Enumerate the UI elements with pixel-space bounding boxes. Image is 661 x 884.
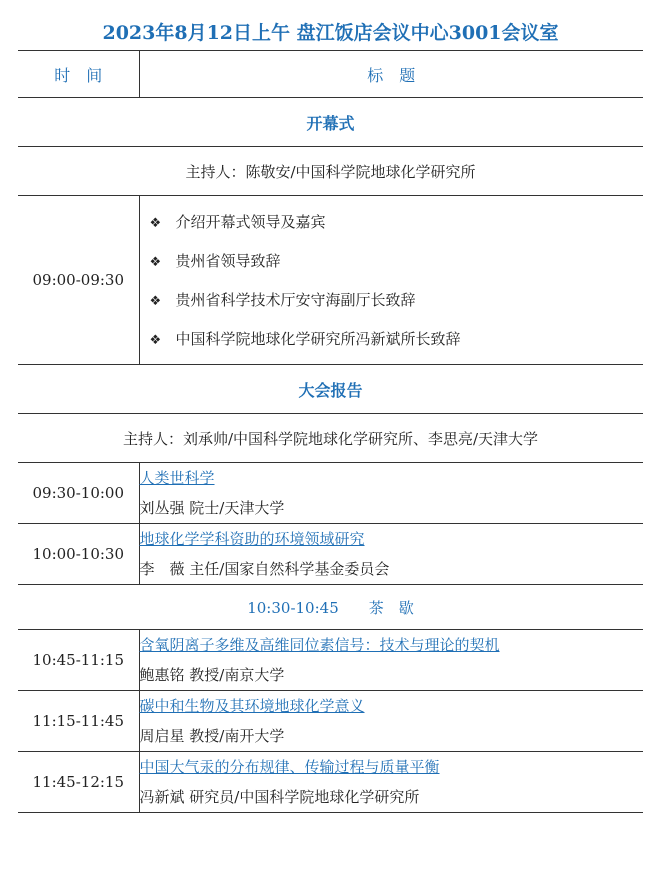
header-time: 时 间: [18, 51, 139, 98]
host-row-opening: [18, 147, 643, 196]
talk-title-link[interactable]: 人类世科学: [139, 469, 215, 487]
talk-title-link[interactable]: 地球化学学科资助的环境领域研究: [139, 530, 365, 548]
talk-row: [18, 752, 643, 813]
talk-speaker: 刘丛强 院士/天津大学: [139, 499, 285, 517]
header-topic: 标 题: [139, 51, 643, 98]
page-title: 2023年8月12日上午 盘江饭店会议中心3001会议室: [102, 22, 559, 44]
talk-speaker: 冯新斌 研究员/中国科学院地球化学研究所: [139, 788, 420, 806]
item-text: 中国科学院地球化学研究所冯新斌所长致辞: [175, 330, 461, 348]
schedule-table: [18, 50, 643, 813]
diamond-bullet-icon: ❖: [149, 294, 162, 309]
list-item: [150, 203, 644, 242]
section-row-opening: [18, 98, 643, 147]
talk-cell: [139, 752, 643, 813]
opening-items-list: [140, 196, 644, 364]
diamond-bullet-icon: ❖: [149, 333, 162, 348]
talk-speaker: 李 薇 主任/国家自然科学基金委员会: [139, 560, 390, 578]
host-text: 主持人：陈敬安/中国科学院地球化学研究所: [18, 147, 643, 196]
talk-cell: [139, 691, 643, 752]
talk-title-link[interactable]: 含氧阴离子多维及高维同位素信号：技术与理论的契机: [139, 636, 500, 654]
section-row-plenary: [18, 365, 643, 414]
talk-row: [18, 691, 643, 752]
opening-items-row: [18, 196, 643, 365]
section-title: 开幕式: [18, 98, 643, 147]
list-item: [150, 320, 644, 359]
talk-cell: [139, 630, 643, 691]
diamond-bullet-icon: ❖: [149, 216, 162, 231]
tea-break-label: 茶 歇: [368, 598, 414, 617]
item-text: 贵州省领导致辞: [175, 252, 281, 270]
talk-cell: [139, 524, 643, 585]
time-cell: 11:45-12:15: [18, 752, 139, 813]
tea-break-cell: [18, 585, 643, 630]
talk-row: [18, 463, 643, 524]
tea-break-row: [18, 585, 643, 630]
time-cell: 10:45-11:15: [18, 630, 139, 691]
list-item: [150, 281, 644, 320]
talk-title-link[interactable]: 碳中和生物及其环境地球化学意义: [139, 697, 365, 715]
talk-row: [18, 524, 643, 585]
item-text: 贵州省科学技术厅安守海副厅长致辞: [175, 291, 416, 309]
host-text: 主持人：刘承帅/中国科学院地球化学研究所、李思亮/天津大学: [18, 414, 643, 463]
talk-speaker: 鲍惠铭 教授/南京大学: [139, 666, 285, 684]
time-cell: 11:15-11:45: [18, 691, 139, 752]
tea-break-time: 10:30-10:45: [247, 598, 339, 617]
talk-cell: [139, 463, 643, 524]
time-cell: 09:00-09:30: [18, 196, 139, 365]
section-title: 大会报告: [18, 365, 643, 414]
item-text: 介绍开幕式领导及嘉宾: [175, 213, 326, 231]
table-header-row: [18, 51, 643, 98]
talk-speaker: 周启星 教授/南开大学: [139, 727, 285, 745]
talk-row: [18, 630, 643, 691]
time-cell: 10:00-10:30: [18, 524, 139, 585]
time-cell: 09:30-10:00: [18, 463, 139, 524]
talk-title-link[interactable]: 中国大气汞的分布规律、传输过程与质量平衡: [139, 758, 440, 776]
list-item: [150, 242, 644, 281]
host-row-plenary: [18, 414, 643, 463]
opening-items-cell: [139, 196, 643, 365]
diamond-bullet-icon: ❖: [149, 255, 162, 270]
